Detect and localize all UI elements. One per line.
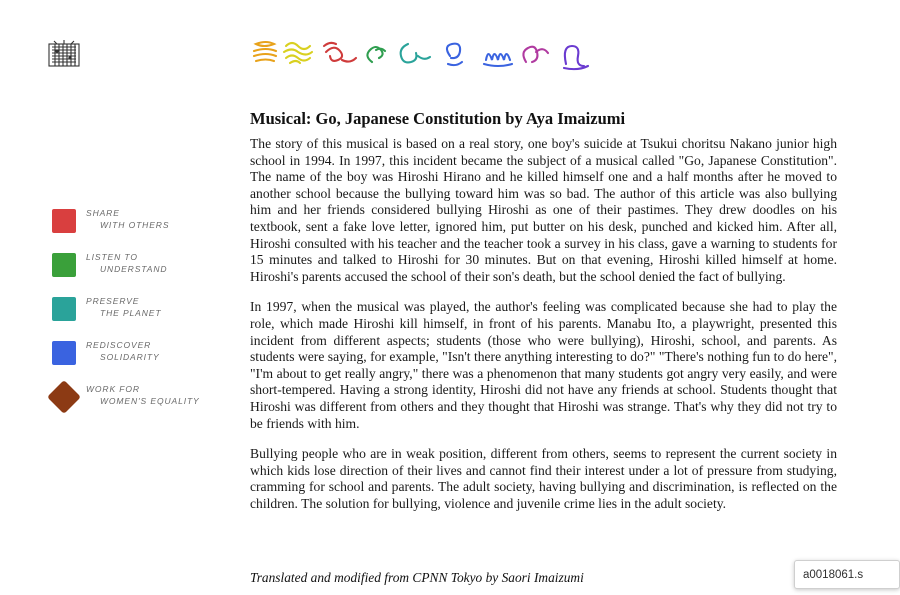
blue-square-icon (52, 341, 76, 365)
unesco-logo (46, 38, 82, 72)
download-file-chip[interactable] (794, 560, 900, 589)
article-body (250, 136, 837, 526)
sidebar-nav (52, 205, 222, 425)
sidebar-item-label: LISTEN TO UNDERSTAND (86, 252, 168, 274)
sidebar-item-share-with-others[interactable] (52, 205, 222, 249)
teal-square-icon (52, 297, 76, 321)
page-title: Musical: Go, Japanese Constitution by Aya Imaizumi (250, 109, 626, 129)
decorative-squiggle-banner (250, 32, 620, 74)
article-paragraph: Bullying people who are in weak position, different from others, seems to represent the current society in which kids lose direction of their lives and cannot find their interest under a lot of pressure from studying, cramming for school and parents. The adult society, having bullying and discrimination, is reflected on the children. The solution for bullying, violence and juvenile crime lies in the adult society. (250, 446, 837, 511)
brown-diamond-icon (47, 380, 81, 414)
sidebar-item-rediscover-solidarity[interactable] (52, 337, 222, 381)
sidebar (0, 0, 230, 595)
article-container (250, 0, 840, 595)
sidebar-item-listen-to-understand[interactable] (52, 249, 222, 293)
article-credit: Translated and modified from CPNN Tokyo by Saori Imaizumi (250, 570, 584, 585)
green-square-icon (52, 253, 76, 277)
sidebar-item-label: WORK FOR WOMEN'S EQUALITY (86, 384, 200, 406)
download-filename: a0018061.s (803, 568, 864, 581)
sidebar-item-preserve-the-planet[interactable] (52, 293, 222, 337)
sidebar-item-work-for-womens-equality[interactable] (52, 381, 222, 425)
sidebar-item-label: REDISCOVER SOLIDARITY (86, 340, 160, 362)
sidebar-item-label: SHARE WITH OTHERS (86, 208, 170, 230)
sidebar-item-label: PRESERVE THE PLANET (86, 296, 162, 318)
article-paragraph: In 1997, when the musical was played, the author's feeling was complicated because she had to play the role, which made Hiroshi kill himself, in front of his parents. Manabu Ito, a playwright, presented this incident from different aspects; students (those who were bullying), Hiroshi, school, and parents. As students were saying, for example, "Isn't there anything interesting to do?" "There's nothing fun to do here", "I'm about to get really angry," there was a phenomenon that many students got angry very easily, and were short-tempered. Having a strong identity, Hiroshi did not have any friends at school. Students thought that Hiroshi was different from others and they thought that Hiroshi was strange. That's why they did not try to be friends with him. (250, 299, 837, 431)
red-square-icon (52, 209, 76, 233)
article-paragraph: The story of this musical is based on a real story, one boy's suicide at Tsukui choritsu Nakano junior high school in 1994. In 1997, this incident became the subject of a musical called "Go, Japanese Constitution". The name of the boy was Hiroshi Hirano and he killed himself one and a half months after he moved to another school because the bullying toward him was so bad. The author of this article was also bullying him and her friends considered bullying Hiroshi as one of their pastimes. They drew doodles on his textbook, sent a fake love letter, ignored him, put butter on his desk, punched and kicked him. After all, Hiroshi consulted with his teacher and the teacher took a survey in his class, gave a warning to students for 15 minutes and talked to Hiroshi for 30 minutes. But on that evening, Hiroshi killed himself at home. Hiroshi's parents accused the school of their son's death, but the school denied the fact of bullying. (250, 136, 837, 284)
